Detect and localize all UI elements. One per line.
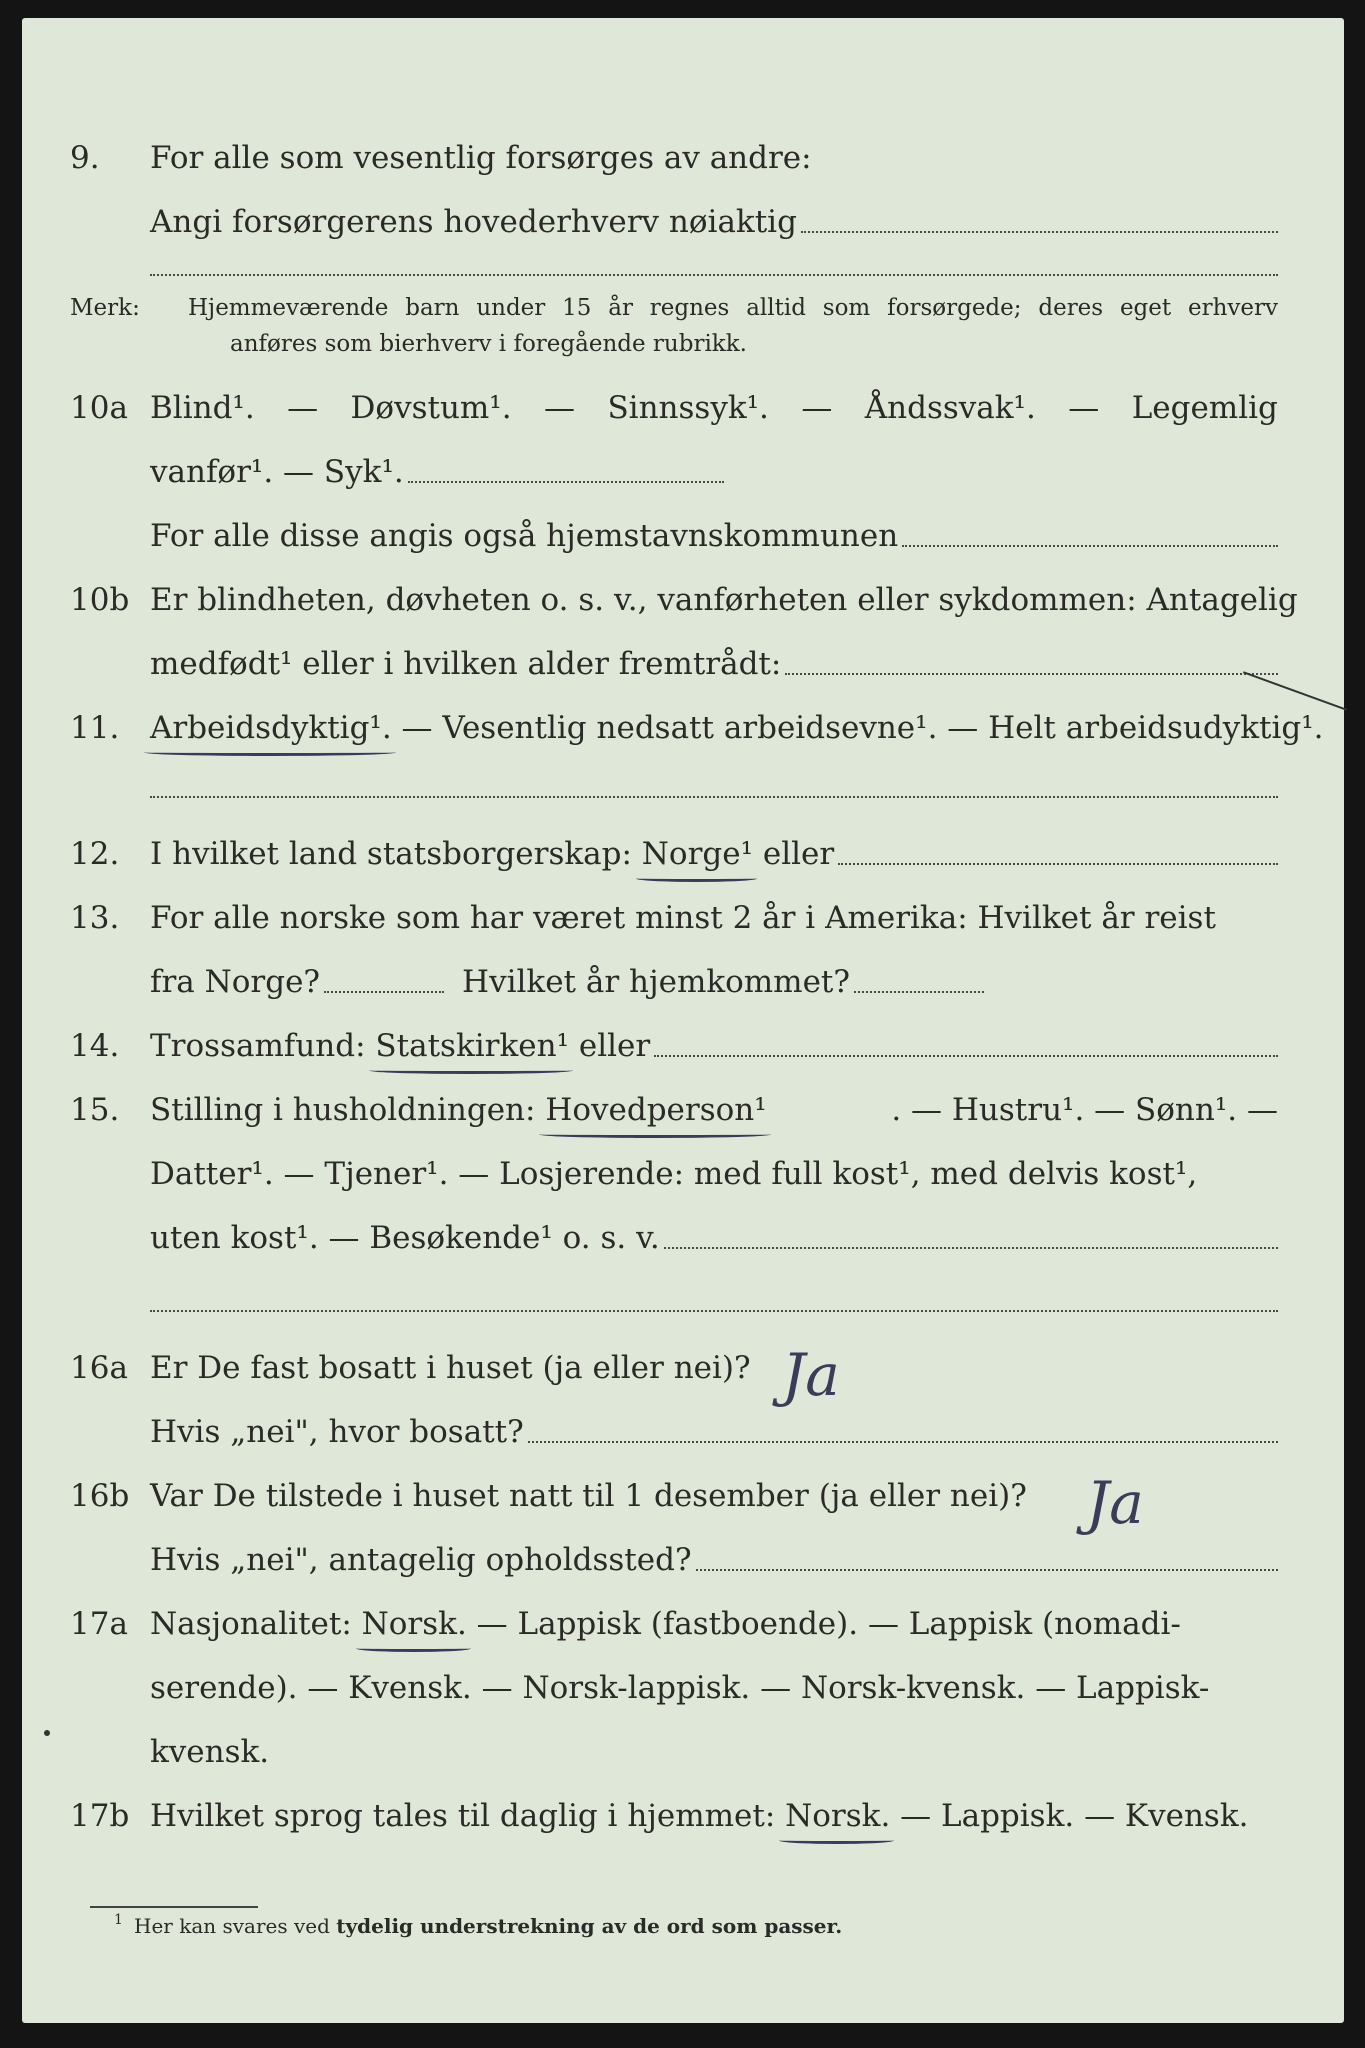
q16a-number: 16a [70, 1350, 128, 1386]
q10b-line2 [22, 634, 1344, 684]
census-form-page [22, 18, 1344, 2023]
q12-answer-underlined[interactable]: Norge¹ [641, 836, 754, 872]
q17b-prefix: Hvilket sprog tales til daglig i hjemmet: [150, 1798, 786, 1834]
q16b-handwritten-answer[interactable]: Ja [1086, 1469, 1144, 1537]
q17a-text2: serende). — Kvensk. — Norsk-lappisk. — Norsk-kvensk. — Lappisk- [150, 1670, 1210, 1706]
q17a-answer-underlined[interactable]: Norsk. [361, 1606, 467, 1642]
q10a-opt-andssvak: Åndssvak¹. [864, 390, 1036, 426]
q9-text1: For alle som vesentlig forsørges av andre: [150, 140, 812, 176]
q11-rest: — Vesentlig nedsatt arbeidsevne¹. — Helt arbeidsudyktig¹. [391, 710, 1324, 746]
footnote-rule [90, 1906, 258, 1908]
q11-line1 [22, 698, 1344, 748]
q10b-number: 10b [70, 582, 130, 618]
q10a-text2: vanfør¹. — Syk¹. [150, 454, 404, 490]
q14-suffix: eller [569, 1028, 651, 1064]
q12-suffix: eller [753, 836, 835, 872]
q17b-answer-underlined[interactable]: Norsk. [785, 1798, 891, 1834]
q10b-line1 [22, 570, 1344, 620]
q15-answer-field[interactable] [664, 1246, 1278, 1249]
q12-other-field[interactable] [838, 862, 1278, 865]
q17a-prefix: Nasjonalitet: [150, 1606, 362, 1642]
q13-number: 13. [70, 900, 120, 936]
q15-answer-field-2[interactable] [150, 1310, 1278, 1312]
q10a-dash: — [1068, 390, 1100, 426]
q9-answer-field-2[interactable] [150, 274, 1278, 276]
footnote [114, 1912, 843, 1938]
q13-line2 [22, 952, 1344, 1002]
q17b-number: 17b [70, 1798, 130, 1834]
q10a-number: 10a [70, 390, 128, 426]
q10a-line2 [22, 442, 1344, 492]
q13-year-returned-field[interactable] [854, 990, 984, 993]
q11-number: 11. [70, 710, 120, 746]
q10a-kommune-field[interactable] [902, 544, 1278, 547]
q10b-answer-field[interactable] [785, 672, 1278, 675]
q16a-where-field[interactable] [528, 1440, 1278, 1443]
q14-number: 14. [70, 1028, 120, 1064]
q10a-dash: — [801, 390, 833, 426]
q15-number: 15. [70, 1092, 120, 1128]
q16a-text1: Er De fast bosatt i huset (ja eller nei)? [150, 1350, 751, 1386]
footnote-text-b: tydelig understrekning av de ord som passer. [336, 1914, 843, 1938]
q9-number: 9. [70, 140, 100, 176]
q10a-syk-field[interactable] [408, 480, 724, 483]
merk-label: Merk: [70, 295, 140, 321]
q10a-opt-dovstum: Døvstum¹. [350, 390, 512, 426]
footnote-marker: 1 [114, 1912, 123, 1928]
q15-line1 [22, 1080, 1344, 1130]
q15-rest1: . — Hustru¹. — Sønn¹. — [891, 1092, 1278, 1128]
q11-answer-underlined[interactable]: Arbeidsdyktig¹. [150, 710, 392, 746]
q15-answer-underlined[interactable]: Hovedperson¹ [545, 1092, 767, 1128]
q13-text1: For alle norske som har været minst 2 år i Amerika: Hvilket år reist [150, 900, 1216, 936]
merk-text2: anføres som bierhverv i foregående rubrikk. [230, 331, 747, 357]
q17b-line1 [22, 1786, 1344, 1836]
q12-line1 [22, 824, 1344, 874]
q13-text2b: Hvilket år hjemkommet? [462, 964, 851, 1000]
q10a-opt-legemlig: Legemlig [1131, 390, 1278, 426]
q16a-handwritten-answer[interactable]: Ja [782, 1341, 840, 1409]
q12-prefix: I hvilket land statsborgerskap: [150, 836, 642, 872]
q16b-text2: Hvis „nei", antagelig opholdssted? [150, 1542, 692, 1578]
q16b-number: 16b [70, 1478, 130, 1514]
q16b-text1: Var De tilstede i huset natt til 1 desember (ja eller nei)? [150, 1478, 1027, 1514]
q16b-line1 [22, 1466, 1344, 1516]
q15-prefix: Stilling i husholdningen: [150, 1092, 546, 1128]
q17a-number: 17a [70, 1606, 128, 1642]
q9-answer-field[interactable] [801, 230, 1278, 233]
q11-answer-field[interactable] [150, 796, 1278, 798]
q9-text2: Angi forsørgerens hovederhverv nøiaktig [150, 204, 797, 240]
q15-line3 [22, 1208, 1344, 1258]
q17a-line1 [22, 1594, 1344, 1644]
q14-prefix: Trossamfund: [150, 1028, 376, 1064]
q16b-line2 [22, 1530, 1344, 1580]
q9-line2 [22, 192, 1344, 242]
merk-text1: Hjemmeværende barn under 15 år regnes alltid som forsørgede; deres eget erhverv [188, 295, 1278, 321]
q9-line1 [22, 128, 1344, 178]
q14-other-field[interactable] [654, 1054, 1278, 1057]
q17a-line2 [22, 1658, 1344, 1708]
q17b-suffix: — Lappisk. — Kvensk. [890, 1798, 1249, 1834]
q15-line2 [22, 1144, 1344, 1194]
q13-year-left-field[interactable] [324, 990, 444, 993]
q17a-text3: kvensk. [150, 1734, 270, 1770]
q16b-location-field[interactable] [696, 1568, 1278, 1571]
q14-answer-underlined[interactable]: Statskirken¹ [375, 1028, 569, 1064]
q10a-dash: — [287, 390, 319, 426]
q10a-line1 [22, 378, 1344, 428]
q16a-line2 [22, 1402, 1344, 1452]
q17a-rest1: — Lappisk (fastboende). — Lappisk (nomadi- [466, 1606, 1181, 1642]
q16a-line1 [22, 1338, 1344, 1388]
q10a-text3: For alle disse angis også hjemstavnskommunen [150, 518, 899, 554]
ink-dot-mark [44, 1730, 50, 1736]
q13-text2a: fra Norge? [150, 964, 321, 1000]
footnote-text-a: Her kan svares ved [134, 1914, 337, 1938]
q10a-dash: — [544, 390, 576, 426]
q16a-text2: Hvis „nei", hvor bosatt? [150, 1414, 524, 1450]
q10a-line3 [22, 506, 1344, 556]
q13-line1 [22, 888, 1344, 938]
q14-line1 [22, 1016, 1344, 1066]
q10b-text2: medfødt¹ eller i hvilken alder fremtrådt: [150, 646, 782, 682]
q15-text3: uten kost¹. — Besøkende¹ o. s. v. [150, 1220, 660, 1256]
q15-text2: Datter¹. — Tjener¹. — Losjerende: med full kost¹, med delvis kost¹, [150, 1156, 1198, 1192]
q12-number: 12. [70, 836, 120, 872]
q17a-line3 [22, 1722, 1344, 1772]
q10b-text1: Er blindheten, døvheten o. s. v., vanførheten eller sykdommen: Antagelig [150, 582, 1298, 618]
q10a-opt-blind: Blind¹. [150, 390, 255, 426]
q10a-opt-sinnssyk: Sinnssyk¹. [607, 390, 769, 426]
